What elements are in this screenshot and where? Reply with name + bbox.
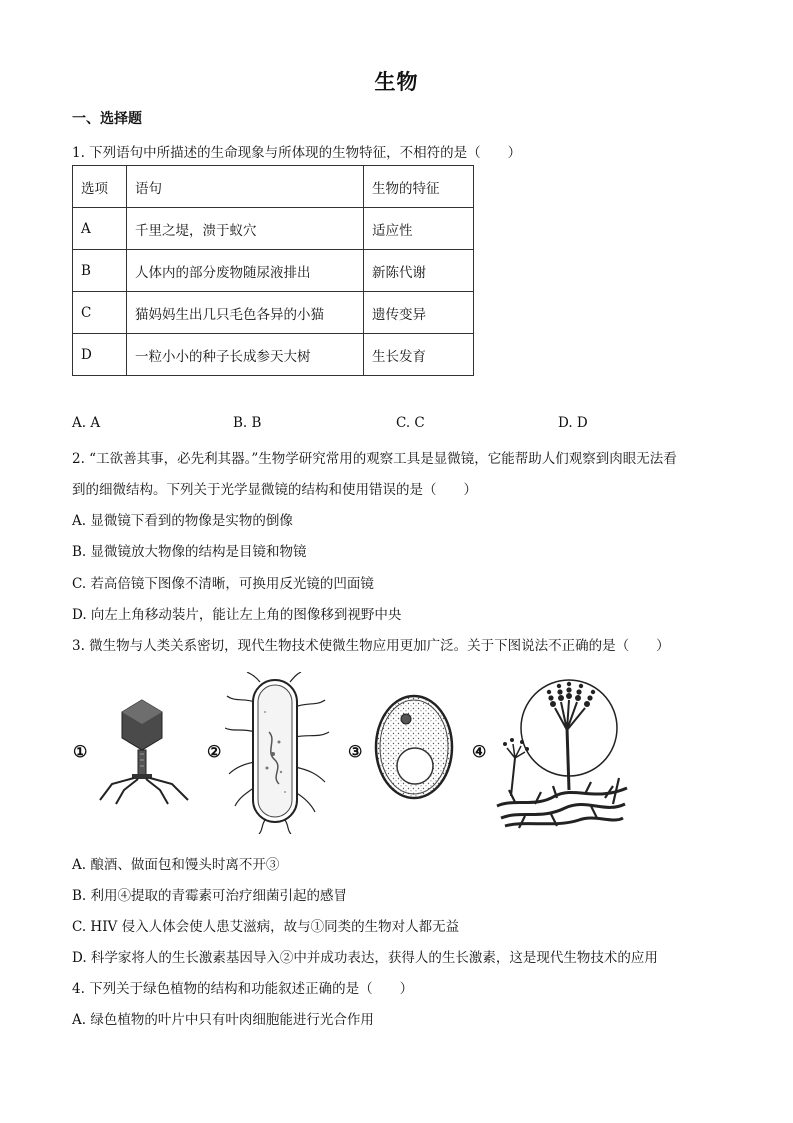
page-title: 生物 (374, 69, 419, 94)
table-cell: 生长发育 (364, 334, 474, 376)
table-row (73, 208, 474, 250)
table-cell: A (73, 208, 127, 250)
question-2-stem-line2: 到的细微结构。下列关于光学显微镜的结构和使用错误的是（ ） (72, 482, 477, 498)
table-row (73, 334, 474, 376)
bacterium-illustration (225, 672, 335, 834)
question-1-option-c[interactable]: C. C (396, 415, 425, 431)
section-heading: 一、选择题 (72, 111, 142, 127)
question-4-stem: 4. 下列关于绿色植物的结构和功能叙述正确的是（ ） (72, 981, 414, 997)
question-1-stem: 1. 下列语句中所描述的生命现象与所体现的生物特征，不相符的是（ ） (72, 145, 522, 161)
question-1-option-a[interactable]: A. A (72, 415, 101, 431)
bacteriophage-illustration (92, 698, 197, 808)
table-header-cell: 生物的特征 (364, 166, 474, 208)
question-4-option-a[interactable]: A. 绿色植物的叶片中只有叶肉细胞能进行光合作用 (72, 1012, 374, 1028)
table-cell: 一粒小小的种子长成参天大树 (127, 334, 364, 376)
figure-label-2: ② (207, 742, 222, 761)
question-2-stem-line1: 2. “工欲善其事，必先利其器。”生物学研究常用的观察工具是显微镜，它能帮助人们观察到肉眼无法看 (72, 451, 677, 467)
table-header-cell: 选项 (73, 166, 127, 208)
table-header-row (73, 166, 474, 208)
microorganism-figure (70, 670, 630, 835)
figure-label-3: ③ (348, 742, 363, 761)
question-1-table (72, 165, 474, 376)
question-3-option-b[interactable]: B. 利用④提取的青霉素可治疗细菌引起的感冒 (72, 888, 348, 904)
table-cell: C (73, 292, 127, 334)
table-cell: 适应性 (364, 208, 474, 250)
question-3-option-a[interactable]: A. 酿酒、做面包和馒头时离不开③ (72, 857, 280, 873)
figure-label-4: ④ (472, 742, 487, 761)
table-cell: 猫妈妈生出几只毛色各异的小猫 (127, 292, 364, 334)
question-3-option-c[interactable]: C. HIV 侵入人体会使人患艾滋病，故与①同类的生物对人都无益 (72, 919, 460, 935)
question-2-option-c[interactable]: C. 若高倍镜下图像不清晰，可换用反光镜的凹面镜 (72, 576, 374, 592)
question-2-option-d[interactable]: D. 向左上角移动装片，能让左上角的图像移到视野中央 (72, 607, 402, 623)
yeast-cell-illustration (372, 692, 456, 802)
question-2-option-b[interactable]: B. 显微镜放大物像的结构是目镜和物镜 (72, 544, 307, 560)
question-1-option-d[interactable]: D. D (558, 415, 588, 431)
penicillium-illustration (495, 678, 630, 830)
table-cell: 千里之堤，溃于蚁穴 (127, 208, 364, 250)
question-1-option-b[interactable]: B. B (233, 415, 262, 431)
table-cell: 遗传变异 (364, 292, 474, 334)
table-row (73, 292, 474, 334)
table-header-cell: 语句 (127, 166, 364, 208)
table-cell: B (73, 250, 127, 292)
question-3-option-d[interactable]: D. 科学家将人的生长激素基因导入②中并成功表达，获得人的生长激素，这是现代生物技术的应用 (72, 950, 658, 966)
question-2-option-a[interactable]: A. 显微镜下看到的物像是实物的倒像 (72, 513, 293, 529)
figure-label-1: ① (73, 742, 88, 761)
table-cell: 新陈代谢 (364, 250, 474, 292)
table-row (73, 250, 474, 292)
table-cell: D (73, 334, 127, 376)
question-3-stem: 3. 微生物与人类关系密切，现代生物技术使微生物应用更加广泛。关于下图说法不正确的是（ ） (72, 638, 670, 654)
table-cell: 人体内的部分废物随尿液排出 (127, 250, 364, 292)
